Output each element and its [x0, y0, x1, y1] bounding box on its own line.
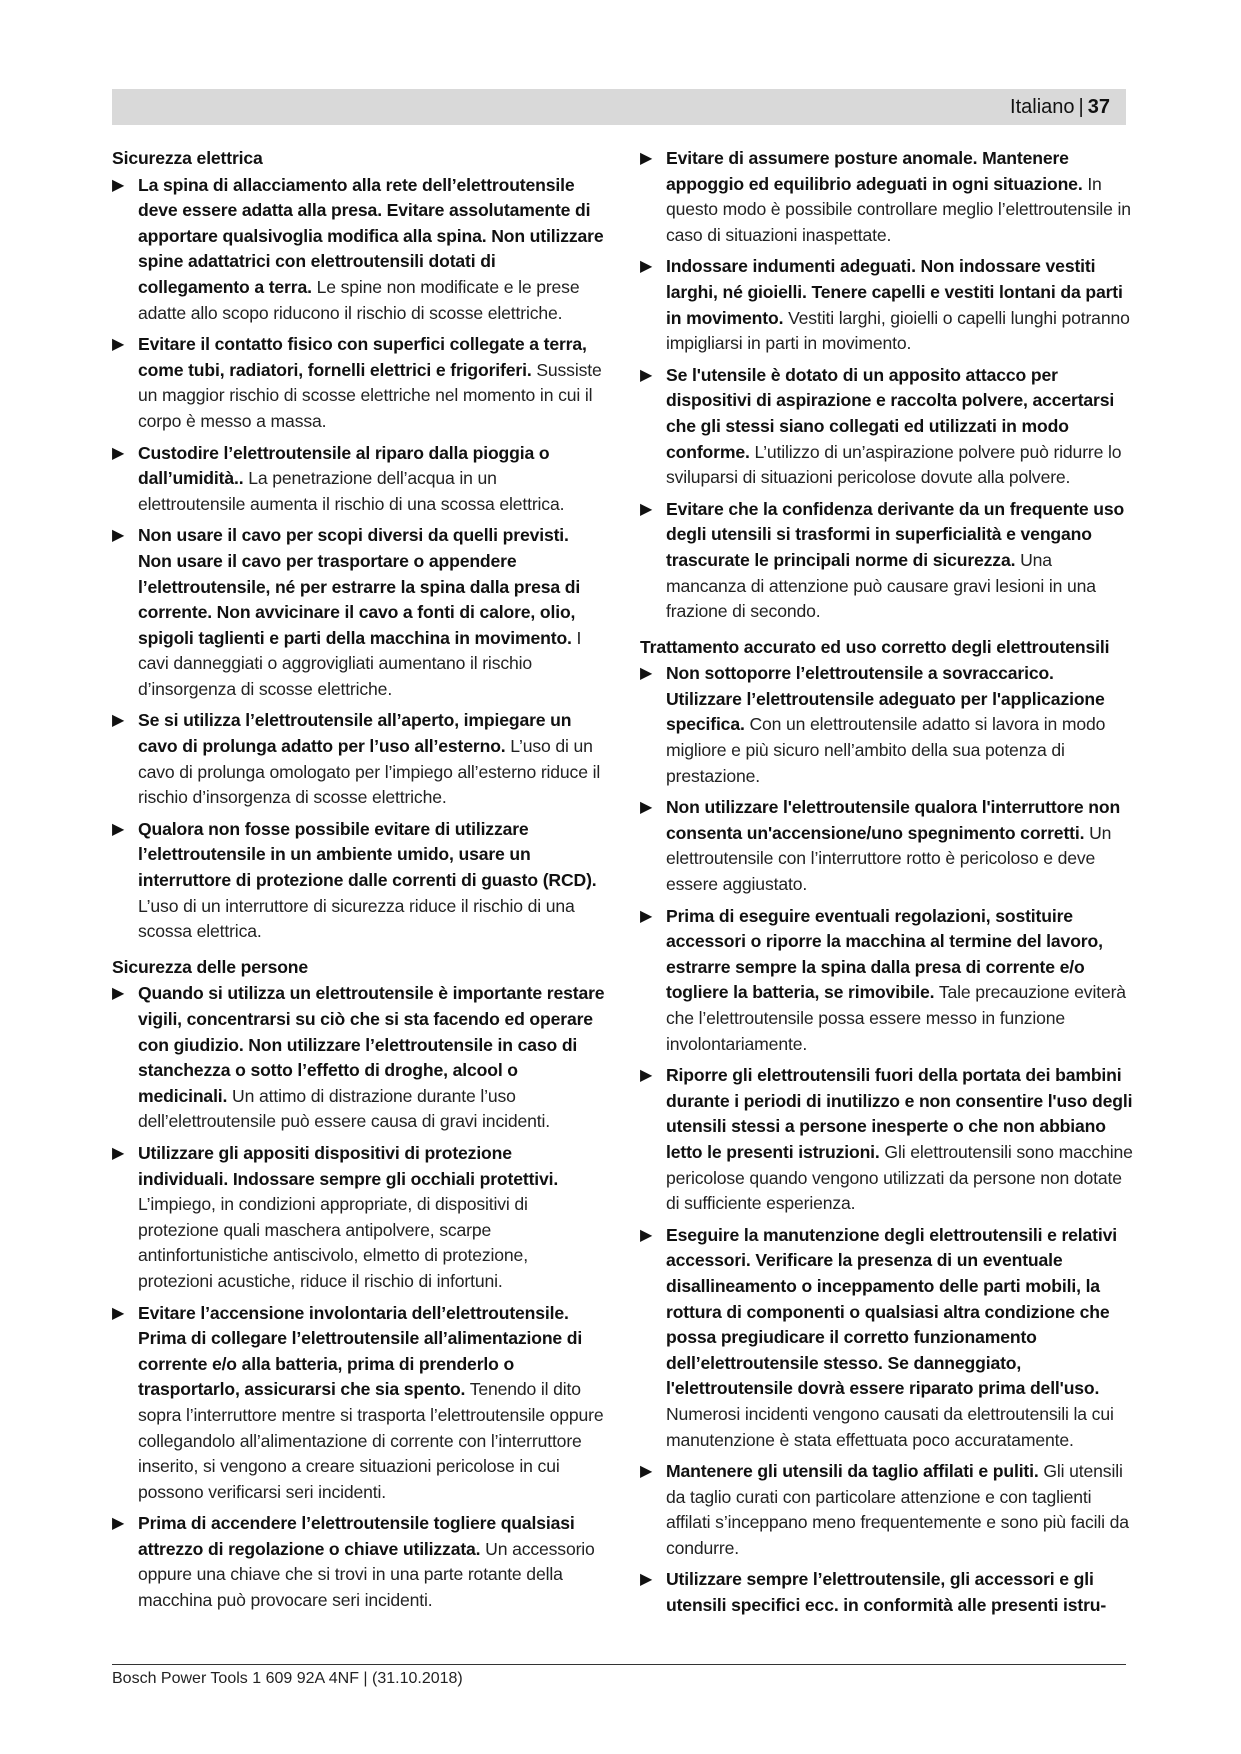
triangle-right-icon: ▶	[112, 176, 125, 194]
item-bold-text: Non sottoporre l’elettroutensile a sovraccarico. Utilizzare l’elettroutensile adeguato per l'applicazione specifica.	[666, 663, 1105, 735]
item-bold-text: Se l'utensile è dotato di un apposito attacco per dispositivi di aspirazione e raccolta polvere, accertarsi che gli stessi siano collegati ed utilizzati in modo conforme.	[666, 364, 1115, 462]
triangle-right-icon: ▶	[112, 1144, 125, 1162]
item-bold-text: Indossare indumenti adeguati. Non indossare vestiti larghi, né gioielli. Tenere capelli e vestiti lontani da parti in movimento.	[666, 256, 1123, 328]
triangle-right-icon: ▶	[640, 1226, 653, 1244]
triangle-right-icon: ▶	[112, 527, 125, 545]
list-item	[640, 795, 1134, 897]
item-normal-text: Numerosi incidenti vengono causati da elettroutensili la cui manutenzione è stata effettuata poco accuratamente.	[666, 1403, 1114, 1450]
item-normal-text: Gli elettroutensili sono macchine pericolose quando vengono utilizzati da persone non dotate di sufficiente esperienza.	[666, 1141, 1133, 1214]
list-item	[112, 173, 606, 327]
left-column	[112, 146, 606, 1620]
list-item	[112, 1301, 606, 1506]
triangle-right-icon: ▶	[640, 665, 653, 683]
item-normal-text: L’uso di un cavo di prolunga omologato per l’impiego all’esterno riduce il rischio d’insorgenza di scosse elettriche.	[138, 736, 601, 808]
triangle-right-icon: ▶	[112, 820, 125, 838]
item-normal-text: La penetrazione dell’acqua in un elettroutensile aumenta il rischio di una scossa elettrica.	[138, 468, 565, 514]
section-title-electrical-safety: Sicurezza elettrica	[112, 148, 263, 168]
header-separator: |	[1078, 96, 1084, 118]
list-item	[640, 146, 1134, 248]
list-item	[112, 1511, 606, 1613]
item-bold-text: Eseguire la manutenzione degli elettroutensili e relativi accessori. Verificare la presenza di un eventuale disallineamento o inceppamento delle parti mobili, la rottura di componenti o qualsiasi altra condizione che possa pregiudicare il corretto funzionamento dell’elettroutensile stesso. Se danneggiato, l'elettroutensile dovrà essere riparato prima dell'uso.	[666, 1224, 1117, 1399]
list-item	[112, 817, 606, 945]
item-normal-text: Gli utensili da taglio curati con particolare attenzione e con taglienti affilati s’inceppano meno frequentemente e sono più facili da condurre.	[666, 1461, 1129, 1558]
triangle-right-icon: ▶	[640, 258, 653, 276]
item-normal-text: Un elettroutensile con l’interruttore rotto è pericoloso e deve essere aggiustato.	[666, 822, 1112, 895]
item-normal-text: Un accessorio oppure una chiave che si trovi in una parte rotante della macchina può provocare seri incidenti.	[138, 1538, 595, 1611]
list-item	[640, 254, 1134, 356]
item-bold-text: Evitare l’accensione involontaria dell’elettroutensile. Prima di collegare l’elettroutensile all’alimentazione di corrente e/o alla batteria, prima di prenderlo o trasportarlo, assicurarsi che sia spento.	[138, 1302, 583, 1400]
item-normal-text: L’impiego, in condizioni appropriate, di dispositivi di protezione quali maschera antipolvere, scarpe antinfortunistiche antiscivolo, elmetto di protezione, protezioni acustiche, riduce il rischio di infortuni.	[138, 1194, 528, 1291]
triangle-right-icon: ▶	[640, 1571, 653, 1589]
item-bold-text: Qualora non fosse possibile evitare di utilizzare l’elettroutensile in un ambiente umido, usare un interruttore di protezione dalle correnti di guasto (RCD).	[138, 818, 597, 891]
list-item	[640, 363, 1134, 491]
item-normal-text: L’uso di un interruttore di sicurezza riduce il rischio di una scossa elettrica.	[138, 895, 575, 942]
triangle-right-icon: ▶	[112, 336, 125, 354]
item-bold-text: Quando si utilizza un elettroutensile è importante restare vigili, concentrarsi su ciò che si sta facendo ed operare con giudizio. Non utilizzare l’elettroutensile in caso di stanchezza o sotto l’effetto di droghe, alcool o medicinali.	[138, 983, 605, 1106]
page-number: 37	[1087, 96, 1110, 118]
item-bold-text: Evitare di assumere posture anomale. Mantenere appoggio ed equilibrio adeguati in ogni situazione.	[666, 148, 1083, 194]
item-bold-text: Riporre gli elettroutensili fuori della portata dei bambini durante i periodi di inutilizzo e non consentire l'uso degli utensili stessi a persone inesperte o che non abbiano letto le presenti istruzioni.	[666, 1065, 1133, 1162]
footer-text: Bosch Power Tools 1 609 92A 4NF | (31.10.2018)	[112, 1670, 463, 1687]
list-item	[112, 981, 606, 1135]
item-normal-text: Sussiste un maggior rischio di scosse elettriche nel momento in cui il corpo è messo a massa.	[138, 359, 602, 431]
item-normal-text: L’utilizzo di un’aspirazione polvere può ridurre lo sviluparsi di situazioni pericolose dovute alla polvere.	[666, 441, 1122, 488]
page-label	[1010, 96, 1110, 119]
item-normal-text: Una mancanza di attenzione può causare gravi lesioni in una frazione di secondo.	[666, 549, 1096, 622]
item-bold-text: Se si utilizza l’elettroutensile all’aperto, impiegare un cavo di prolunga adatto per l’uso all’esterno.	[138, 710, 572, 757]
triangle-right-icon: ▶	[640, 907, 653, 925]
item-bold-text: Utilizzare gli appositi dispositivi di protezione individuali. Indossare sempre gli occhiali protettivi.	[138, 1142, 559, 1189]
triangle-right-icon: ▶	[112, 444, 125, 462]
item-bold-text: La spina di allacciamento alla rete dell’elettroutensile deve essere adatta alla presa. Evitare assolutamente di apportare qualsivoglia modifica alla spina. Non utilizzare spine adattatrici con elettroutensili dotati di collegamento a terra.	[138, 174, 604, 297]
footer-rule	[112, 1664, 1126, 1665]
item-bold-text: Non usare il cavo per scopi diversi da quelli previsti. Non usare il cavo per trasportare o appendere l’elettroutensile, né per estrarre la spina dalla presa di corrente. Non avvicinare il cavo a fonti di calore, olio, spigoli taglienti e parti della macchina in movimento.	[138, 525, 581, 648]
triangle-right-icon: ▶	[640, 500, 653, 518]
list-item	[112, 708, 606, 810]
triangle-right-icon: ▶	[640, 799, 653, 817]
list-item	[640, 1223, 1134, 1453]
list-item	[112, 332, 606, 434]
item-bold-text: Evitare il contatto fisico con superfici collegate a terra, come tubi, radiatori, fornelli elettrici e frigoriferi.	[138, 334, 587, 380]
list-item	[640, 661, 1134, 789]
item-bold-text: Utilizzare sempre l’elettroutensile, gli accessori e gli utensili specifici ecc. in conformità alle presenti istru-	[666, 1569, 1107, 1616]
list-item	[640, 1063, 1134, 1217]
triangle-right-icon: ▶	[112, 712, 125, 730]
triangle-right-icon: ▶	[112, 985, 125, 1003]
item-bold-text: Prima di accendere l’elettroutensile togliere qualsiasi attrezzo di regolazione o chiave utilizzata.	[138, 1513, 575, 1559]
right-column	[640, 146, 1134, 1625]
list-item	[640, 1567, 1134, 1618]
item-normal-text: Vestiti larghi, gioielli o capelli lunghi potranno impigliarsi in parti in movimento.	[666, 307, 1130, 354]
triangle-right-icon: ▶	[640, 1067, 653, 1085]
list-item	[112, 441, 606, 518]
item-normal-text: Con un elettroutensile adatto si lavora in modo migliore e più sicuro nell’ambito della sua potenza di prestazione.	[666, 714, 1106, 786]
item-normal-text: In questo modo è possibile controllare meglio l’elettroutensile in caso di situazioni inaspettate.	[666, 173, 1131, 245]
item-bold-text: Evitare che la confidenza derivante da un frequente uso degli utensili si trasformi in superficialità e vengano trascurate le principali norme di sicurezza.	[666, 498, 1125, 570]
item-normal-text: Tale precauzione eviterà che l’elettroutensile possa essere messo in funzione involontariamente.	[666, 982, 1126, 1054]
item-bold-text: Non utilizzare l'elettroutensile qualora l'interruttore non consenta un'accensione/uno spegnimento corretti.	[666, 797, 1121, 843]
section-title-tool-use: Trattamento accurato ed uso corretto degli elettroutensili	[640, 636, 1110, 657]
triangle-right-icon: ▶	[112, 1304, 125, 1322]
personal-safety-list	[112, 981, 606, 1613]
list-item	[640, 1459, 1134, 1561]
item-bold-text: Custodire l’elettroutensile al riparo dalla pioggia o dall’umidità..	[138, 442, 550, 489]
header-bar	[112, 89, 1126, 125]
item-normal-text: I cavi danneggiati o aggrovigliati aumentano il rischio d’insorgenza di scosse elettriche.	[138, 627, 582, 699]
tool-use-list	[640, 661, 1134, 1618]
list-item	[640, 497, 1134, 625]
item-normal-text: Tenendo il dito sopra l’interruttore mentre si trasporta l’elettroutensile oppure collegandolo all’alimentazione di corrente con l’interruttore inserito, si vengono a creare situazioni pericolose in cui possono verificarsi seri incidenti.	[138, 1379, 604, 1502]
language-label: Italiano	[1010, 96, 1075, 118]
list-item	[640, 904, 1134, 1058]
item-normal-text: Le spine non modificate e le prese adatte allo scopo riducono il rischio di scosse elettriche.	[138, 276, 580, 323]
item-normal-text: Un attimo di distrazione durante l’uso dell’elettroutensile può essere causa di gravi incidenti.	[138, 1085, 550, 1132]
list-item	[112, 1141, 606, 1295]
triangle-right-icon: ▶	[640, 366, 653, 384]
item-bold-text: Prima di eseguire eventuali regolazioni, sostituire accessori o riporre la macchina al termine del lavoro, estrarre sempre la spina dalla presa di corrente e/o togliere la batteria, se rimovibile.	[666, 905, 1103, 1003]
section-title-personal-safety: Sicurezza delle persone	[112, 956, 309, 977]
personal-safety-continued-list	[640, 146, 1134, 625]
triangle-right-icon: ▶	[640, 1463, 653, 1481]
item-bold-text: Mantenere gli utensili da taglio affilati e puliti.	[666, 1461, 1039, 1482]
electrical-safety-list	[112, 173, 606, 945]
triangle-right-icon: ▶	[112, 1515, 125, 1533]
triangle-right-icon: ▶	[640, 150, 653, 167]
list-item	[112, 523, 606, 702]
